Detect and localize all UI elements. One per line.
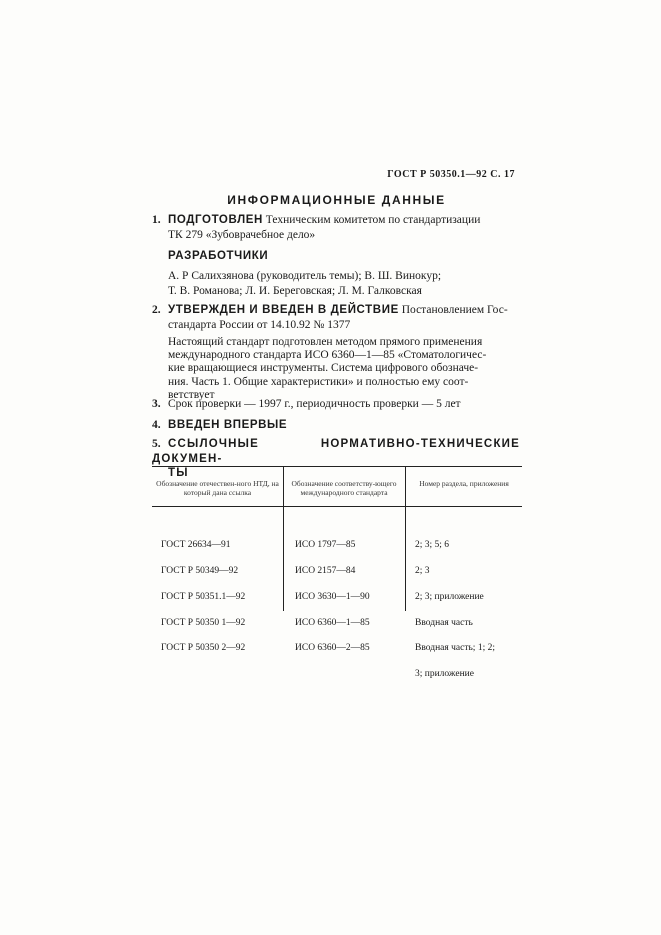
item-references (152, 437, 520, 481)
table-cell: 3; приложение (415, 669, 474, 680)
table-cell: ИСО 1797—85 (295, 540, 356, 551)
table-header-rule (152, 506, 522, 507)
item-text-cont: стандарта России от 14.10.92 № 1377 (168, 318, 351, 331)
table-cell: Вводная часть (415, 617, 473, 628)
item-heading: ВВЕДЕН ВПЕРВЫЕ (168, 419, 288, 431)
item-heading: УТВЕРЖДЕН И ВВЕДЕН В ДЕЙСТВИЕ (168, 304, 399, 316)
item-text-cont: ТК 279 «Зубоврачебное дело» (168, 228, 316, 241)
table-column-divider (283, 466, 284, 611)
item-number: 2. (152, 304, 161, 316)
item-number: 1. (152, 214, 161, 226)
table-cell: 2; 3; приложение (415, 591, 484, 602)
table-cell: ГОСТ Р 50350 2—92 (161, 643, 246, 654)
page-title: ИНФОРМАЦИОННЫЕ ДАННЫЕ (227, 193, 446, 207)
developers-line: А. Р Салихзянова (руководитель темы); В. Ш. Винокур; (168, 270, 442, 282)
item-number: 4. (152, 419, 161, 431)
standard-code-header: ГОСТ Р 50350.1—92 С. 17 (387, 169, 515, 180)
item-approved (152, 303, 520, 332)
table-column-divider (405, 466, 406, 611)
note-line: ветствует (168, 388, 215, 401)
item-heading: ССЫЛОЧНЫЕ НОРМАТИВНО-ТЕХНИЧЕСКИЕ ДОКУМЕН- (152, 438, 520, 465)
table-cell: ГОСТ Р 50351.1—92 (161, 591, 246, 602)
item-number: 5. (152, 438, 161, 450)
standard-note (168, 336, 520, 402)
note-line: международного стандарта ИСО 6360—1—85 «Стоматологичес- (168, 349, 487, 362)
item-introduced-first (152, 418, 520, 433)
item-text: Постановлением Гос- (401, 304, 508, 316)
table-cell: ГОСТ Р 50349—92 (161, 565, 239, 576)
item-heading-cont: ТЫ (168, 467, 189, 479)
table-column-national (161, 524, 245, 670)
note-line: Настоящий стандарт подготовлен методом прямого применения (168, 336, 483, 348)
table-cell: 2; 3; 5; 6 (415, 540, 450, 551)
table-cell: ИСО 2157—84 (295, 565, 356, 576)
table-cell: ГОСТ 26634—91 (161, 540, 231, 551)
item-review-period (152, 397, 520, 412)
item-text: Срок проверки — 1997 г., периодичность проверки — 5 лет (168, 398, 461, 410)
note-line: кие вращающиеся инструменты. Система цифрового обозначе- (168, 362, 479, 375)
table-cell: ИСО 6360—2—85 (295, 643, 370, 654)
item-heading: ПОДГОТОВЛЕН (168, 214, 263, 226)
note-line: ния. Часть 1. Общие характеристики» и полностью ему соот- (168, 375, 469, 388)
item-prepared (152, 213, 520, 242)
item-number: 3. (152, 398, 161, 410)
table-column-sections (415, 524, 495, 696)
item-text: Техническим комитетом по стандартизации (265, 214, 481, 226)
developers-list (168, 269, 520, 298)
table-header-cell: Обозначение соответству-ющего международного стандарта (291, 479, 397, 497)
table-cell: ИСО 6360—1—85 (295, 617, 370, 628)
table-cell: Вводная часть; 1; 2; (415, 643, 495, 654)
table-cell: ГОСТ Р 50350 1—92 (161, 617, 246, 628)
developers-heading: РАЗРАБОТЧИКИ (168, 250, 269, 262)
table-cell: ИСО 3630—1—90 (295, 591, 370, 602)
table-top-rule (152, 466, 522, 467)
developers-line: Т. В. Романова; Л. И. Береговская; Л. М. Галковская (168, 284, 422, 297)
table-column-international (295, 524, 370, 670)
table-cell: 2; 3 (415, 565, 430, 576)
table-header-cell: Номер раздела, приложения (419, 479, 509, 488)
table-header-cell: Обозначение отечествен-ного НТД, на который дана ссылка (156, 479, 279, 497)
